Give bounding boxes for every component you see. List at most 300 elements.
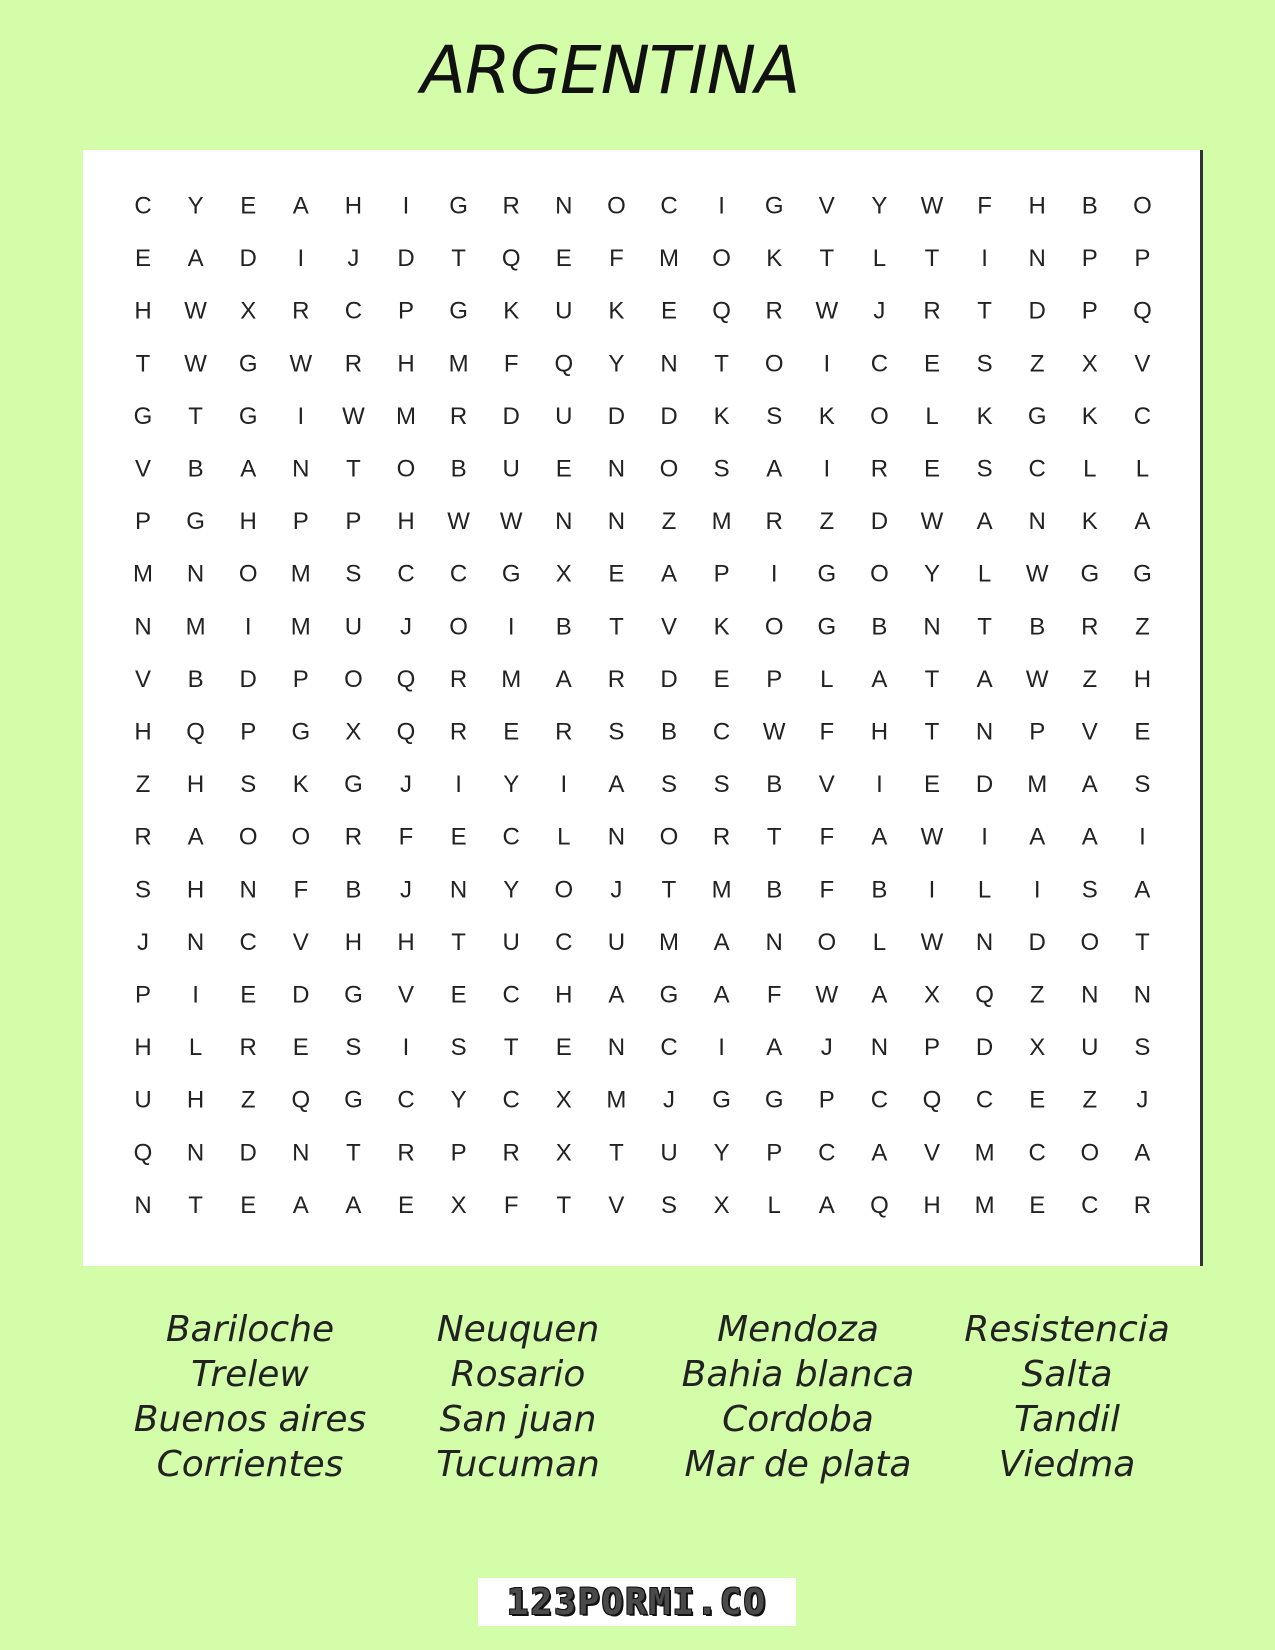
grid-letter: H	[870, 718, 889, 746]
grid-letter: D	[502, 402, 520, 430]
grid-letter: U	[134, 1086, 152, 1114]
grid-letter: G	[449, 297, 468, 325]
grid-letter: I	[402, 192, 410, 220]
grid-letter: J	[873, 297, 886, 325]
grid-letter: T	[346, 455, 361, 483]
grid-letter: H	[1133, 665, 1152, 693]
grid-letter: R	[555, 718, 573, 746]
word-column-4	[907, 1307, 1227, 1487]
grid-letter: H	[239, 508, 257, 536]
grid-letter: D	[292, 981, 310, 1009]
grid-letter: E	[397, 1191, 415, 1219]
grid-letter: L	[977, 876, 992, 904]
grid-letter: U	[555, 297, 573, 325]
grid-letter: P	[1029, 718, 1046, 746]
grid-letter: N	[607, 508, 626, 536]
grid-letter: M	[711, 508, 732, 536]
grid-letter: S	[1081, 876, 1098, 904]
grid-letter: E	[1134, 718, 1151, 746]
grid-letter: N	[923, 613, 941, 641]
grid-letter: A	[871, 1139, 888, 1167]
grid-letter: I	[770, 560, 778, 588]
grid-letter: B	[871, 876, 888, 904]
grid-letter: P	[1134, 245, 1151, 273]
grid-letter: F	[293, 876, 309, 904]
grid-letter: M	[711, 876, 732, 904]
grid-letter: X	[240, 297, 257, 325]
grid-letter: V	[1134, 350, 1151, 378]
grid-letter: C	[660, 192, 678, 220]
grid-letter: Y	[503, 876, 520, 904]
grid-letter: S	[976, 455, 993, 483]
grid-letter: O	[554, 876, 574, 904]
grid-letter: G	[817, 560, 837, 588]
grid-letter: J	[610, 876, 623, 904]
grid-letter: X	[1029, 1034, 1046, 1062]
grid-letter: U	[660, 1139, 678, 1167]
word-item: Bahia blanca	[681, 1354, 915, 1395]
grid-letter: R	[765, 508, 783, 536]
grid-letter: D	[1028, 928, 1046, 956]
word-item: Buenos aires	[133, 1399, 367, 1440]
grid-letter: K	[713, 402, 730, 430]
grid-letter: C	[502, 823, 520, 851]
grid-letter: D	[607, 402, 626, 430]
grid-letter: G	[764, 192, 784, 220]
grid-letter: V	[660, 613, 678, 641]
grid-letter: C	[502, 981, 520, 1009]
grid-letter: A	[660, 560, 678, 588]
grid-letter: F	[819, 876, 835, 904]
grid-letter: N	[870, 1034, 889, 1062]
grid-letter: L	[925, 402, 939, 430]
grid-letter: N	[186, 1139, 205, 1167]
grid-letter: L	[820, 665, 834, 693]
grid-letter: I	[823, 455, 831, 483]
grid-letter: P	[1081, 297, 1098, 325]
grid-letter: K	[713, 613, 730, 641]
grid-letter: O	[817, 928, 837, 956]
grid-letter: O	[607, 192, 626, 220]
grid-letter: K	[976, 402, 993, 430]
grid-letter: X	[555, 560, 572, 588]
grid-letter: W	[1025, 560, 1049, 588]
grid-letter: C	[239, 928, 257, 956]
grid-letter: A	[976, 508, 993, 536]
grid-letter: L	[872, 245, 887, 273]
grid-letter: D	[870, 508, 889, 536]
grid-letter: I	[560, 771, 568, 799]
grid-letter: C	[555, 928, 573, 956]
grid-letter: Z	[135, 771, 151, 799]
grid-letter: P	[450, 1139, 467, 1167]
grid-letter: A	[187, 823, 204, 851]
grid-letter: M	[133, 560, 153, 588]
grid-letter: V	[397, 981, 415, 1009]
grid-letter: V	[292, 928, 309, 956]
grid-letter: T	[609, 613, 624, 641]
word-item: Bariloche	[165, 1309, 335, 1350]
grid-letter: I	[244, 613, 252, 641]
grid-letter: E	[923, 771, 941, 799]
grid-letter: W	[920, 508, 944, 536]
grid-letter: O	[870, 560, 889, 588]
grid-letter: M	[290, 613, 311, 641]
grid-letter: G	[1027, 402, 1047, 430]
grid-letter: O	[659, 823, 679, 851]
grid-letter: E	[240, 192, 257, 220]
grid-letter: N	[186, 928, 205, 956]
word-search-grid	[83, 150, 1203, 1266]
grid-letter: W	[815, 297, 839, 325]
grid-letter: T	[977, 613, 992, 641]
grid-letter: P	[345, 508, 362, 536]
grid-letter: C	[397, 1086, 415, 1114]
grid-letter: S	[660, 771, 678, 799]
grid-letter: Q	[712, 297, 731, 325]
grid-letter: E	[555, 1034, 572, 1062]
grid-letter: C	[1081, 1191, 1099, 1219]
grid-letter: I	[823, 350, 831, 378]
grid-letter: R	[870, 455, 889, 483]
grid-letter: O	[764, 613, 784, 641]
grid-letter: O	[238, 560, 258, 588]
grid-letter: A	[608, 771, 625, 799]
grid-letter: V	[923, 1139, 941, 1167]
grid-letter: K	[608, 297, 625, 325]
grid-letter: H	[397, 350, 415, 378]
grid-letter: H	[397, 508, 415, 536]
grid-letter: P	[766, 665, 783, 693]
grid-letter: O	[712, 245, 731, 273]
grid-letter: Q	[291, 1086, 311, 1114]
grid-letter: G	[659, 981, 679, 1009]
grid-letter: T	[188, 1191, 203, 1219]
grid-letter: S	[608, 718, 625, 746]
grid-letter: K	[818, 402, 835, 430]
grid-letter: U	[607, 928, 626, 956]
grid-letter: T	[819, 245, 835, 273]
grid-letter: G	[344, 981, 363, 1009]
grid-letter: R	[449, 665, 468, 693]
grid-letter: C	[449, 560, 468, 588]
grid-letter: E	[923, 455, 941, 483]
grid-letter: B	[187, 455, 204, 483]
grid-letter: A	[608, 981, 625, 1009]
grid-letter: T	[1135, 928, 1150, 956]
grid-letter: I	[876, 771, 883, 799]
grid-letter: T	[924, 665, 940, 693]
grid-letter: D	[239, 1139, 257, 1167]
grid-letter: S	[713, 455, 730, 483]
grid-letter: I	[928, 876, 936, 904]
grid-letter: G	[133, 402, 153, 430]
grid-letter: L	[1135, 455, 1150, 483]
grid-letter: C	[818, 1139, 836, 1167]
grid-letter: A	[1134, 876, 1151, 904]
grid-letter: N	[607, 455, 626, 483]
grid-letter: I	[297, 245, 305, 273]
grid-letter: I	[1139, 823, 1146, 851]
grid-letter: Y	[503, 771, 520, 799]
grid-letter: B	[187, 665, 204, 693]
grid-letter: P	[292, 665, 309, 693]
grid-letter: P	[713, 560, 730, 588]
grid-letter: A	[1081, 771, 1098, 799]
grid-letter: R	[344, 823, 363, 851]
grid-letter: R	[1081, 613, 1099, 641]
grid-letter: I	[402, 1034, 410, 1062]
word-item: Tandil	[1014, 1399, 1120, 1440]
grid-letter: N	[1133, 981, 1152, 1009]
grid-letter: I	[507, 613, 515, 641]
word-item: Cordoba	[722, 1399, 874, 1440]
word-column-2	[358, 1307, 678, 1487]
grid-letter: L	[1083, 455, 1097, 483]
grid-letter: R	[449, 402, 468, 430]
grid-letter: L	[188, 1034, 203, 1062]
grid-letter: A	[1029, 823, 1046, 851]
grid-letter: O	[449, 613, 468, 641]
grid-letter: A	[292, 1191, 309, 1219]
grid-letter: Z	[1082, 665, 1098, 693]
grid-letter: X	[555, 1139, 572, 1167]
grid-letter: Q	[1133, 297, 1152, 325]
grid-letter: N	[292, 1139, 310, 1167]
grid-letter: I	[297, 402, 305, 430]
grid-letter: H	[555, 981, 573, 1009]
word-item: Tucuman	[436, 1444, 600, 1485]
grid-letter: C	[502, 1086, 520, 1114]
grid-letter: E	[660, 297, 678, 325]
grid-letter: R	[502, 192, 520, 220]
grid-letter: R	[923, 297, 941, 325]
grid-letter: J	[400, 613, 412, 641]
grid-letter: S	[240, 771, 257, 799]
grid-letter: B	[1029, 613, 1046, 641]
grid-letter: H	[1028, 192, 1046, 220]
grid-letter: C	[1028, 1139, 1046, 1167]
grid-letter: S	[976, 350, 993, 378]
grid-letter: F	[609, 245, 624, 273]
grid-letter: C	[712, 718, 731, 746]
grid-letter: L	[977, 560, 992, 588]
grid-letter: G	[1080, 560, 1100, 588]
grid-letter: N	[607, 1034, 626, 1062]
page-title: ARGENTINA	[420, 32, 800, 109]
word-list	[90, 1307, 1220, 1487]
grid-letter: E	[292, 1034, 309, 1062]
grid-letter: G	[764, 1086, 784, 1114]
grid-letter: B	[871, 613, 888, 641]
grid-letter: P	[818, 1086, 835, 1114]
grid-letter: O	[659, 455, 679, 483]
grid-letter: Q	[870, 1191, 889, 1219]
grid-letter: P	[1081, 245, 1098, 273]
grid-letter: L	[872, 928, 887, 956]
grid-letter: X	[450, 1191, 467, 1219]
grid-letter: M	[974, 1139, 995, 1167]
grid-letter: E	[608, 560, 625, 588]
grid-letter: N	[292, 455, 310, 483]
grid-letter: H	[923, 1191, 941, 1219]
grid-letter: V	[134, 665, 152, 693]
grid-letter: M	[185, 613, 206, 641]
grid-letter: H	[344, 928, 363, 956]
grid-letter: G	[1133, 560, 1152, 588]
grid-letter: Z	[1029, 981, 1045, 1009]
grid-letter: S	[1134, 1034, 1151, 1062]
grid-letter: I	[1033, 876, 1041, 904]
grid-letter: N	[555, 192, 573, 220]
grid-letter: E	[450, 823, 467, 851]
grid-letter: F	[503, 350, 519, 378]
grid-letter: G	[186, 508, 205, 536]
word-item: Corrientes	[156, 1444, 344, 1485]
grid-letter: S	[134, 876, 152, 904]
grid-letter: S	[660, 1191, 678, 1219]
grid-letter: C	[870, 1086, 889, 1114]
grid-letter: A	[1134, 508, 1151, 536]
grid-letter: B	[345, 876, 362, 904]
grid-letter: Q	[975, 981, 994, 1009]
grid-letter: V	[1081, 718, 1098, 746]
grid-letter: T	[661, 876, 677, 904]
grid-letter: T	[503, 1034, 519, 1062]
grid-letter: T	[135, 350, 151, 378]
grid-letter: C	[134, 192, 152, 220]
grid-letter: Z	[1029, 350, 1045, 378]
grid-letter: B	[1081, 192, 1098, 220]
grid-letter: R	[134, 823, 152, 851]
grid-letter: E	[555, 455, 572, 483]
grid-letter: Q	[501, 245, 521, 273]
grid-letter: T	[451, 245, 466, 273]
word-item: Viedma	[998, 1444, 1136, 1485]
word-item: Rosario	[450, 1354, 586, 1395]
grid-letter: E	[450, 981, 467, 1009]
grid-letter: R	[502, 1139, 520, 1167]
grid-letter: B	[450, 455, 467, 483]
grid-letter: E	[555, 245, 572, 273]
grid-letter: R	[1133, 1191, 1152, 1219]
grid-letter: F	[819, 718, 835, 746]
grid-letter: K	[1081, 402, 1098, 430]
grid-letter: G	[712, 1086, 731, 1114]
word-item: Salta	[1021, 1354, 1113, 1395]
grid-letter: O	[344, 665, 363, 693]
grid-letter: H	[397, 928, 415, 956]
grid-letter: M	[501, 665, 522, 693]
grid-letter: S	[345, 560, 362, 588]
grid-letter: W	[342, 402, 365, 430]
grid-letter: M	[659, 928, 679, 956]
grid-letter: E	[923, 350, 941, 378]
grid-letter: O	[870, 402, 889, 430]
grid-letter: O	[238, 823, 258, 851]
grid-letter: J	[820, 1034, 833, 1062]
grid-letter: V	[818, 192, 835, 220]
grid-letter: S	[766, 402, 783, 430]
site-logo: 123PORMI.CO	[478, 1578, 796, 1626]
grid-letter: A	[187, 245, 204, 273]
grid-letter: N	[975, 718, 994, 746]
word-item: Trelew	[191, 1354, 309, 1395]
grid-letter: C	[660, 1034, 678, 1062]
grid-letter: X	[555, 1086, 572, 1114]
grid-letter: D	[660, 402, 678, 430]
grid-letter: Z	[240, 1086, 256, 1114]
grid-letter: W	[499, 508, 523, 536]
grid-letter: S	[450, 1034, 467, 1062]
grid-letter: Q	[133, 1139, 153, 1167]
grid-letter: D	[397, 245, 415, 273]
grid-letter: G	[501, 560, 521, 588]
grid-letter: M	[448, 350, 469, 378]
grid-letter: P	[292, 508, 309, 536]
grid-letter: N	[1081, 981, 1099, 1009]
word-item: Neuquen	[436, 1309, 600, 1350]
grid-letter: A	[292, 192, 309, 220]
grid-letter: N	[186, 560, 205, 588]
grid-letter: B	[660, 718, 678, 746]
grid-letter: I	[455, 771, 462, 799]
grid-letter: J	[347, 245, 360, 273]
grid-letter: D	[1028, 297, 1046, 325]
word-item: Mendoza	[717, 1309, 879, 1350]
grid-letter: Q	[554, 350, 574, 378]
grid-letter: C	[975, 1086, 994, 1114]
grid-letter: W	[289, 350, 313, 378]
grid-letter: H	[344, 192, 363, 220]
grid-letter: B	[555, 613, 572, 641]
letter-grid	[83, 150, 1200, 1266]
grid-letter: N	[449, 876, 468, 904]
grid-letter: W	[447, 508, 470, 536]
grid-letter: I	[718, 1034, 725, 1062]
grid-letter: V	[818, 771, 835, 799]
grid-letter: C	[870, 350, 889, 378]
grid-letter: B	[766, 876, 783, 904]
grid-letter: A	[713, 981, 730, 1009]
grid-letter: N	[660, 350, 678, 378]
word-item: San juan	[439, 1399, 597, 1440]
grid-letter: X	[1081, 350, 1098, 378]
grid-letter: N	[1028, 245, 1046, 273]
grid-letter: R	[397, 1139, 415, 1167]
grid-letter: E	[240, 981, 257, 1009]
grid-letter: D	[975, 771, 994, 799]
grid-letter: I	[192, 981, 199, 1009]
grid-letter: G	[449, 192, 468, 220]
grid-letter: A	[871, 981, 888, 1009]
grid-letter: J	[400, 876, 412, 904]
grid-letter: J	[663, 1086, 675, 1114]
grid-letter: W	[920, 823, 944, 851]
grid-letter: R	[712, 823, 731, 851]
grid-letter: Z	[819, 508, 835, 536]
grid-letter: D	[975, 1034, 994, 1062]
grid-letter: G	[238, 402, 258, 430]
grid-letter: E	[134, 245, 152, 273]
grid-letter: F	[819, 823, 835, 851]
grid-letter: N	[607, 823, 626, 851]
grid-letter: B	[766, 771, 783, 799]
grid-letter: W	[184, 297, 207, 325]
word-item: Resistencia	[964, 1309, 1170, 1350]
grid-letter: P	[240, 718, 257, 746]
grid-letter: Q	[396, 718, 416, 746]
